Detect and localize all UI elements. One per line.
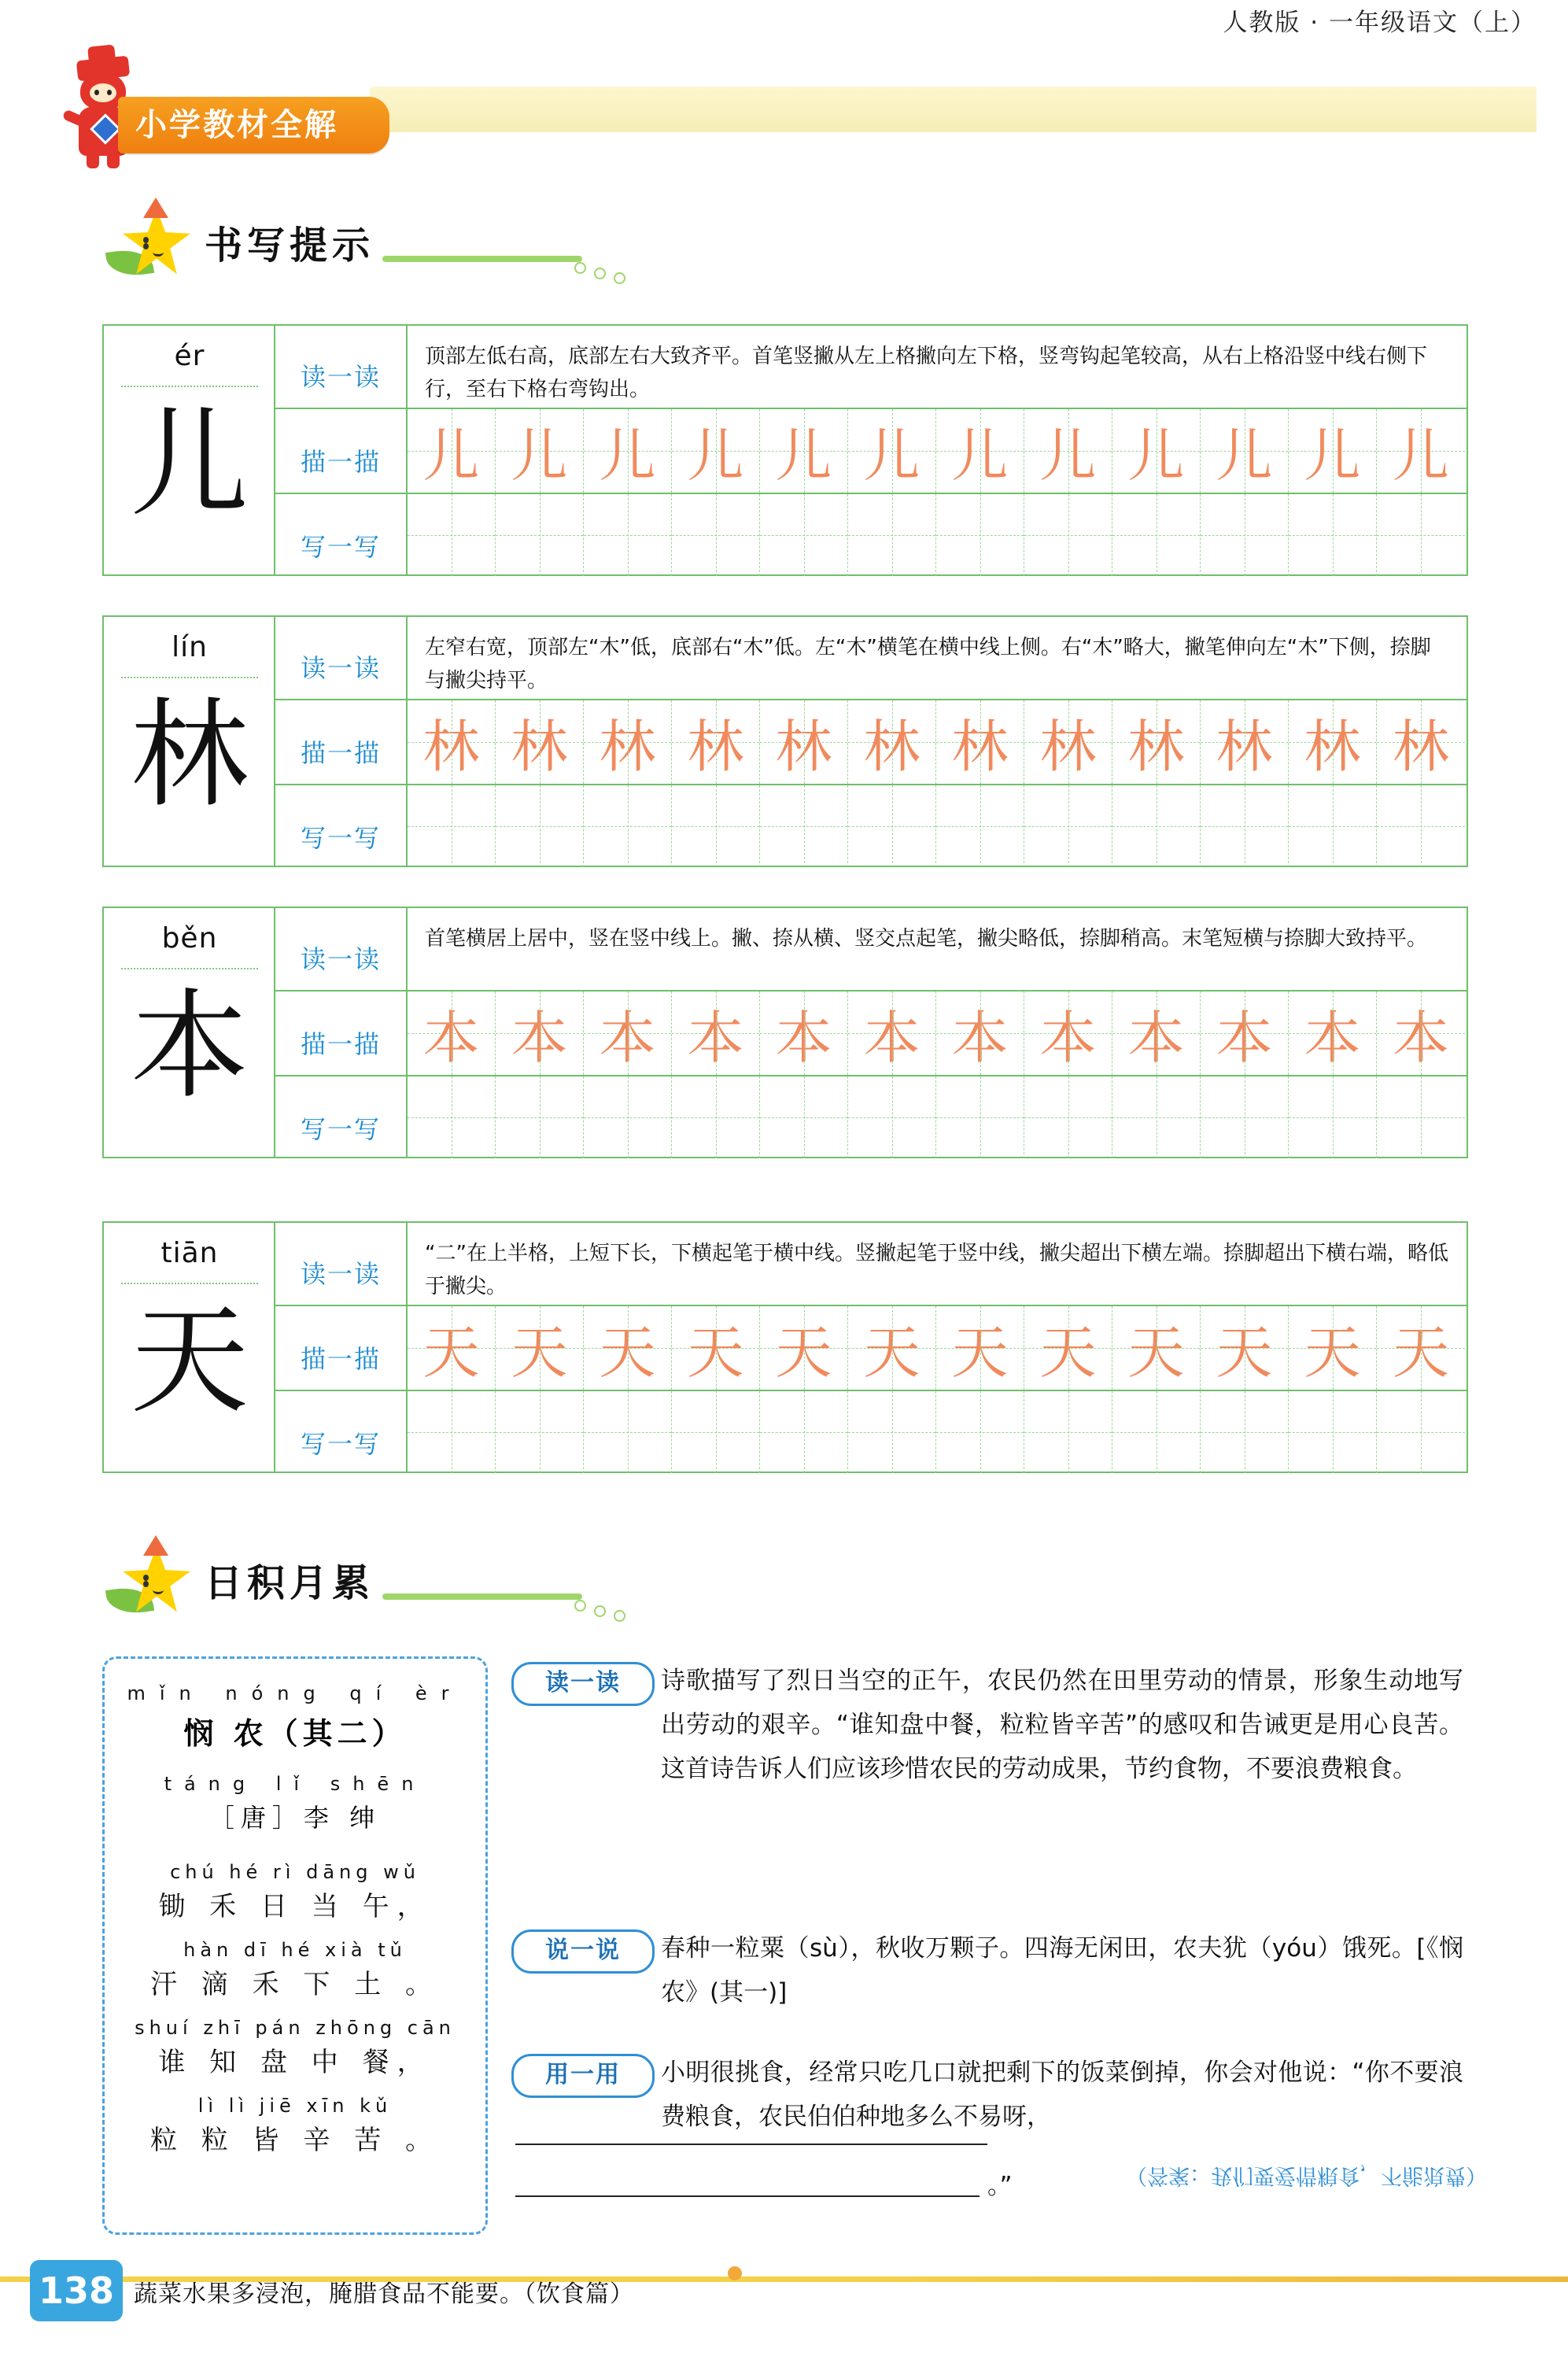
write-cell <box>760 1391 848 1473</box>
trace-cell: 林 <box>1201 700 1289 784</box>
poem-title-pinyin: mǐn nóng qí èr <box>127 1682 463 1704</box>
label-read: 读一读 <box>300 653 381 683</box>
trace-cell: 天 <box>760 1306 848 1390</box>
page-header <box>0 0 1568 169</box>
trace-cell: 儿 <box>936 409 1024 493</box>
char-cell <box>104 908 275 1157</box>
writing-block-er <box>102 324 1468 576</box>
trace-cell: 天 <box>496 1306 584 1390</box>
label-write: 写一写 <box>300 532 381 562</box>
write-cell <box>936 785 1024 867</box>
write-cell <box>496 785 584 867</box>
write-cell <box>936 494 1024 576</box>
trace-cell: 本 <box>1201 991 1289 1075</box>
poem-line-text: 谁 知 盘 中 餐， <box>158 2047 432 2078</box>
brand-logo <box>31 22 370 143</box>
poem-author: ［唐］李 绅 <box>208 1803 382 1833</box>
trace-cell: 儿 <box>848 409 936 493</box>
section-heading-accumulate <box>102 1538 700 1625</box>
trace-cell: 天 <box>1024 1306 1112 1390</box>
trace-cell: 林 <box>936 700 1024 784</box>
char-pinyin: lín <box>172 631 208 663</box>
char-glyph: 林 <box>130 687 249 824</box>
trace-cell: 儿 <box>1289 409 1377 493</box>
label-column <box>275 617 408 866</box>
accumulate-text-say: 春种一粒粟（sù），秋收万颗子。四海无闲田，农夫犹（yóu）饿死。[《悯农》(其一)] <box>661 1934 1463 2007</box>
trace-cell: 林 <box>1112 700 1201 784</box>
trace-cell: 本 <box>496 991 584 1075</box>
poem-line-pinyin: shuí zhī pán zhōng cān <box>135 2017 456 2039</box>
write-cell <box>848 1076 936 1158</box>
label-write: 写一写 <box>300 1429 381 1459</box>
trace-cell: 天 <box>408 1306 496 1390</box>
write-cell <box>1377 785 1465 867</box>
header-band <box>370 87 1537 132</box>
trace-row <box>408 700 1467 784</box>
char-cell <box>104 617 275 866</box>
trace-cell: 林 <box>1377 700 1465 784</box>
trace-cell: 本 <box>408 991 496 1075</box>
write-cell <box>760 494 848 576</box>
trace-row <box>408 1306 1467 1390</box>
write-cell <box>408 1076 496 1158</box>
trace-cell: 儿 <box>1024 409 1112 493</box>
write-cell <box>1377 1076 1465 1158</box>
label-column <box>275 1223 408 1472</box>
write-cell <box>496 1391 584 1473</box>
write-cell <box>1289 1391 1377 1473</box>
write-cell <box>1289 785 1377 867</box>
star-icon <box>102 1538 200 1620</box>
write-cell <box>936 1391 1024 1473</box>
answer-blank-2[interactable] <box>515 2192 980 2197</box>
poem-author-pinyin: táng lǐ shēn <box>164 1773 426 1795</box>
trace-cell: 本 <box>1377 991 1465 1075</box>
pill-say[interactable]: 说一说 <box>511 1929 655 1974</box>
poem-line-pinyin: lì lì jiē xīn kǔ <box>197 2095 393 2117</box>
trace-cell: 儿 <box>1377 409 1465 493</box>
footer-tip-text: 蔬菜水果多浸泡，腌腊食品不能要。（饮食篇） <box>134 2280 634 2308</box>
accumulate-text-read: 诗歌描写了烈日当空的正午，农民仍然在田里劳动的情景，形象生动地写出劳动的艰辛。“谁知盘中餐，粒粒皆辛苦”的感叹和告诫更是用心良苦。这首诗告诉人们应该珍惜农民的劳动成果，节约食物，不要浪费粮食。 <box>661 1667 1463 1783</box>
brand-ribbon <box>118 97 389 153</box>
write-cell <box>408 494 496 576</box>
char-glyph: 天 <box>130 1293 249 1430</box>
writing-tip: 顶部左低右高，底部左右大致齐平。首笔竖撇从左上格撇向左下格，竖弯钩起笔较高，从右上格沿竖中线右侧下行，至右下格右弯钩出。 <box>425 345 1428 401</box>
trace-cell: 儿 <box>584 409 672 493</box>
label-trace: 描一描 <box>300 1344 381 1374</box>
write-cell <box>760 1076 848 1158</box>
char-glyph: 儿 <box>130 396 249 533</box>
trace-row <box>408 409 1467 493</box>
write-cell <box>1289 494 1377 576</box>
trace-cell: 林 <box>1024 700 1112 784</box>
trace-cell: 天 <box>1201 1306 1289 1390</box>
char-glyph: 本 <box>130 978 249 1115</box>
edition-label: 人教版 · 一年级语文（上） <box>1223 9 1537 37</box>
label-column <box>275 326 408 574</box>
section-title-text: 书写提示 <box>205 223 375 268</box>
writing-tip: 左窄右宽，顶部左“木”低，底部右“木”低。左“木”横笔在横中线上侧。右“木”略大，撇笔伸向左“木”下侧，捺脚与撇尖持平。 <box>425 636 1431 692</box>
trace-cell: 天 <box>936 1306 1024 1390</box>
write-cell <box>848 1391 936 1473</box>
write-cell <box>584 785 672 867</box>
footer-dot-icon <box>728 2266 742 2280</box>
write-cell <box>1201 1391 1289 1473</box>
writing-tip: “二”在上半格，上短下长，下横起笔于横中线。竖撇起笔于竖中线，撇尖超出下横左端。捺脚超出下横右端，略低于撇尖。 <box>425 1242 1448 1298</box>
write-cell <box>848 785 936 867</box>
write-cell <box>672 494 760 576</box>
page-number: 138 <box>30 2260 123 2321</box>
trace-cell: 天 <box>1112 1306 1201 1390</box>
writing-block-tian <box>102 1221 1468 1473</box>
char-pinyin: ér <box>174 340 205 372</box>
poem-line-pinyin: chú hé rì dāng wǔ <box>170 1861 420 1883</box>
writing-block-ben <box>102 907 1468 1158</box>
trace-cell: 本 <box>584 991 672 1075</box>
char-cell <box>104 1223 275 1472</box>
trace-cell: 本 <box>1289 991 1377 1075</box>
trace-cell: 本 <box>1024 991 1112 1075</box>
trace-cell: 林 <box>584 700 672 784</box>
writing-block-lin <box>102 615 1468 867</box>
write-cell <box>672 1076 760 1158</box>
poem-title: 悯 农（其二） <box>183 1716 407 1751</box>
write-cell <box>760 785 848 867</box>
trace-cell: 本 <box>848 991 936 1075</box>
pill-use[interactable]: 用一用 <box>511 2054 655 2098</box>
trace-cell: 本 <box>760 991 848 1075</box>
label-trace: 描一描 <box>300 738 381 768</box>
label-read: 读一读 <box>300 944 381 974</box>
write-cell <box>1201 1076 1289 1158</box>
char-pinyin: tiān <box>160 1237 219 1269</box>
title-dots <box>574 262 637 279</box>
answer-blank-1[interactable] <box>515 2140 987 2145</box>
trace-cell: 天 <box>848 1306 936 1390</box>
label-trace: 描一描 <box>300 447 381 477</box>
trace-cell: 林 <box>1289 700 1377 784</box>
label-write: 写一写 <box>300 1114 381 1144</box>
write-cell <box>1024 1391 1112 1473</box>
writing-tip: 首笔横居上居中，竖在竖中线上。撇、捺从横、竖交点起笔，撇尖略低，捺脚稍高。末笔短横与捺脚大致持平。 <box>425 927 1428 951</box>
label-trace: 描一描 <box>300 1029 381 1059</box>
answer-blank-tail: 。” <box>987 2172 1013 2200</box>
write-cell <box>1112 494 1201 576</box>
label-read: 读一读 <box>300 1259 381 1289</box>
trace-cell: 儿 <box>1112 409 1201 493</box>
poem-line-pinyin: hàn dī hé xià tǔ <box>183 1939 407 1961</box>
star-icon <box>102 201 200 282</box>
accumulate-text-use: 小明很挑食，经常只吃几口就把剩下的饭菜倒掉，你会对他说：“你不要浪费粮食，农民伯伯种地多么不易呀， <box>661 2059 1463 2131</box>
write-cell <box>1289 1076 1377 1158</box>
trace-cell: 天 <box>672 1306 760 1390</box>
trace-cell: 林 <box>672 700 760 784</box>
poem-line-text: 汗 滴 禾 下 土 。 <box>149 1969 441 2000</box>
write-cell <box>1201 785 1289 867</box>
title-underline <box>382 1593 582 1600</box>
write-row[interactable] <box>408 1391 1467 1473</box>
char-pinyin: běn <box>161 922 218 955</box>
trace-cell: 儿 <box>672 409 760 493</box>
write-cell <box>1112 1076 1201 1158</box>
inverted-answer-note: （答案：我们要爱惜粮食，不能浪费） <box>1126 2163 1487 2188</box>
write-cell <box>584 494 672 576</box>
write-cell <box>408 785 496 867</box>
write-cell <box>584 1391 672 1473</box>
char-cell <box>104 326 275 574</box>
label-write: 写一写 <box>300 823 381 853</box>
write-row[interactable] <box>408 785 1467 867</box>
write-cell <box>1201 494 1289 576</box>
title-underline <box>382 256 582 262</box>
section-heading-writing-tips <box>102 201 700 287</box>
write-cell <box>1377 1391 1465 1473</box>
trace-cell: 儿 <box>496 409 584 493</box>
trace-cell: 林 <box>848 700 936 784</box>
write-cell <box>672 1391 760 1473</box>
trace-cell: 本 <box>936 991 1024 1075</box>
trace-cell: 林 <box>408 700 496 784</box>
poem-line-text: 锄 禾 日 当 午， <box>158 1891 432 1922</box>
trace-cell: 本 <box>1112 991 1201 1075</box>
write-cell <box>1112 1391 1201 1473</box>
label-read: 读一读 <box>300 362 381 392</box>
trace-cell: 儿 <box>1201 409 1289 493</box>
write-cell <box>936 1076 1024 1158</box>
trace-cell: 儿 <box>408 409 496 493</box>
trace-cell: 天 <box>584 1306 672 1390</box>
write-cell <box>1024 785 1112 867</box>
write-cell <box>1112 785 1201 867</box>
write-cell <box>1024 1076 1112 1158</box>
trace-cell: 林 <box>496 700 584 784</box>
trace-cell: 天 <box>1289 1306 1377 1390</box>
write-cell <box>584 1076 672 1158</box>
title-dots <box>574 1600 637 1617</box>
write-cell <box>1377 494 1465 576</box>
trace-cell: 天 <box>1377 1306 1465 1390</box>
poem-card <box>102 1656 488 2235</box>
section-title-text: 日积月累 <box>205 1561 375 1605</box>
trace-cell: 本 <box>672 991 760 1075</box>
write-cell <box>848 494 936 576</box>
write-row[interactable] <box>408 494 1467 576</box>
write-cell <box>408 1391 496 1473</box>
trace-row <box>408 991 1467 1075</box>
brand-text: 小学教材全解 <box>135 107 338 143</box>
poem-line-text: 粒 粒 皆 辛 苦 。 <box>149 2125 441 2156</box>
pill-read[interactable]: 读一读 <box>511 1662 655 1706</box>
trace-cell: 林 <box>760 700 848 784</box>
trace-cell: 儿 <box>760 409 848 493</box>
write-row[interactable] <box>408 1076 1467 1158</box>
write-cell <box>496 1076 584 1158</box>
write-cell <box>496 494 584 576</box>
write-cell <box>672 785 760 867</box>
write-cell <box>1024 494 1112 576</box>
label-column <box>275 908 408 1157</box>
